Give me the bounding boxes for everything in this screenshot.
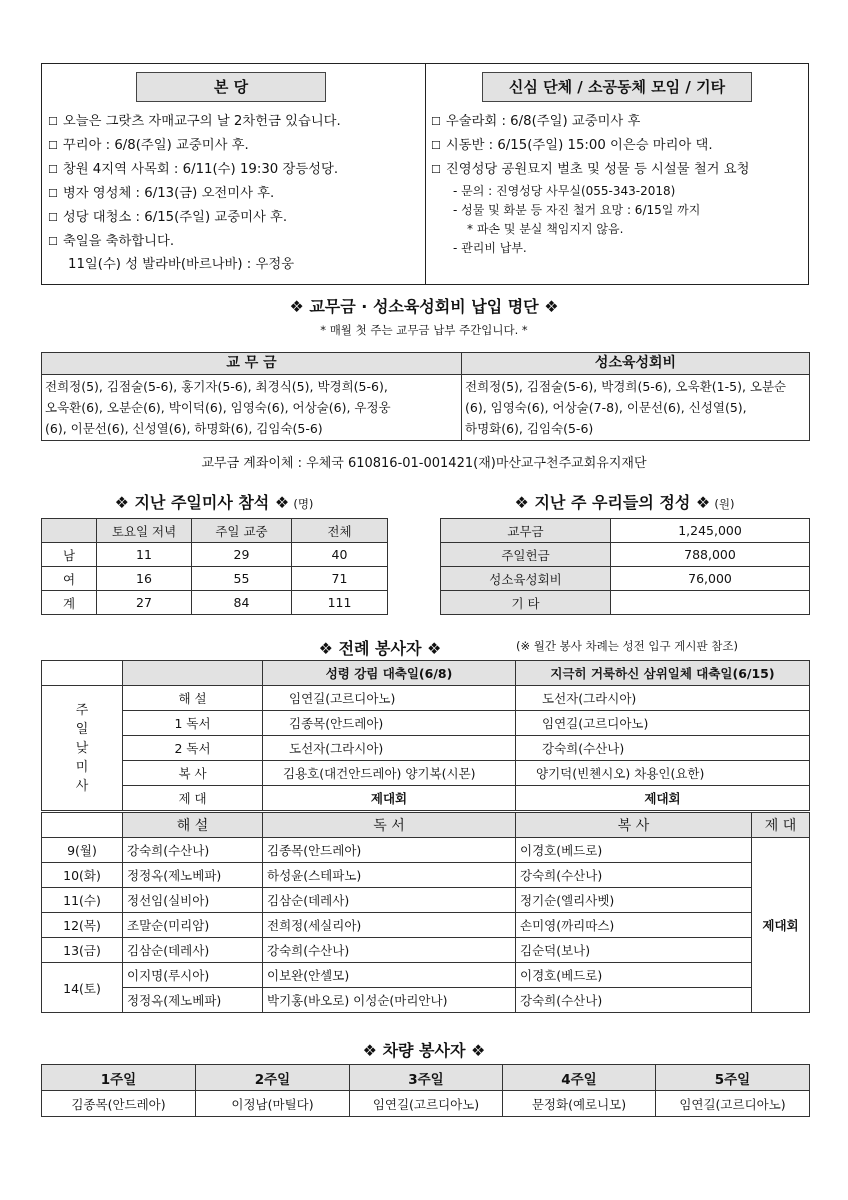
table-row [441,591,810,615]
cell: 강숙희(수산나) [516,736,810,761]
table-row [441,567,810,591]
column-header: 주일 교중 [192,519,292,543]
parish-header: 본 당 [136,72,326,102]
weekday-liturgy-table [41,812,810,1013]
table-row [42,913,810,938]
cell: 조말순(미리암) [123,913,263,938]
list-item: ☐ 축일을 축하합니다. [48,234,175,249]
dues-col-header: 교 무 금 [42,353,462,375]
cell: 임연길(고르디아노) [263,686,516,711]
day-label: 10(화) [42,863,123,888]
offering-table [440,518,810,615]
sunday-label-char: 사 [75,778,89,794]
checkbox-icon: ☐ [48,211,58,224]
list-item: ☐ 진영성당 공원묘지 벌초 및 성물 등 시설물 철거 요청 [431,162,750,177]
attendance-title-row [41,490,387,513]
sunday-label-char: 낮 [75,740,89,756]
table-row [42,988,810,1013]
liturgy-title: ❖ 전례 봉사자 ❖ [318,639,442,658]
checkbox-icon: ☐ [48,187,58,200]
cell: 김순덕(보나) [516,938,752,963]
cell: 71 [292,567,388,591]
cell: 29 [192,543,292,567]
cell: 제대회 [263,786,516,811]
list-item: ☐ 병자 영성체 : 6/13(금) 오전미사 후. [48,186,275,201]
row-label: 주일헌금 [441,543,611,567]
cell: 문정화(예로니모) [503,1091,656,1117]
column-header: 토요일 저녁 [97,519,192,543]
dues-note: * 매월 첫 주는 교무금 납부 주간입니다. * [320,323,528,337]
dues-names-cell [42,375,462,441]
column-header: 복 사 [516,813,752,838]
cell: 정정옥(제노베파) [123,863,263,888]
sunday-liturgy-table [41,660,810,811]
cell: 전희정(세실리아) [263,913,516,938]
cell: 이지명(루시아) [123,963,263,988]
parish-announcements [48,110,420,276]
vocation-names-line: 하명화(6), 김임숙(5-6) [465,421,594,436]
table-row [42,1091,810,1117]
column-header: 지극히 거룩하신 삼위일체 대축일(6/15) [516,661,810,686]
table-row [42,963,810,988]
checkbox-icon: ☐ [48,235,58,248]
cell: 강숙희(수산나) [123,838,263,863]
blank-cell [42,813,123,838]
list-item: ☐ 우술라회 : 6/8(주일) 교중미사 후 [431,114,641,129]
group-announcements [431,110,805,258]
table-row [42,543,388,567]
list-item: ☐ 창원 4지역 사목회 : 6/11(수) 19:30 장등성당. [48,162,339,177]
row-label: 계 [42,591,97,615]
week-header: 3주일 [350,1065,503,1091]
offering-title: ❖ 지난 주 우리들의 정성 ❖ [514,493,711,512]
feast-line: 11일(수) 성 발라바(바르나바) : 우정웅 [68,257,295,272]
week-header: 2주일 [196,1065,350,1091]
attendance-title: ❖ 지난 주일미사 참석 ❖ [114,493,290,512]
role-label: 해 설 [123,686,263,711]
cell: 강숙희(수산나) [516,988,752,1013]
role-label: 2 독서 [123,736,263,761]
column-header: 제 대 [752,813,810,838]
altar-cell: 제대회 [752,838,810,1013]
liturgy-note: (※ 월간 봉사 차례는 성전 입구 게시판 참조) [516,639,738,653]
table-row [42,863,810,888]
cell: 임연길(고르디아노) [350,1091,503,1117]
vocation-names-line: (6), 임영숙(6), 어상술(7-8), 이문선(6), 신성열(5), [465,400,747,415]
sunday-label-char: 일 [75,721,89,737]
day-label: 11(수) [42,888,123,913]
week-header: 5주일 [656,1065,810,1091]
vocation-col-header: 성소육성회비 [462,353,810,375]
cell: 정기순(엘리사벳) [516,888,752,913]
day-label: 9(월) [42,838,123,863]
cell: 김삼순(데레사) [123,938,263,963]
checkbox-icon: ☐ [431,163,441,176]
column-header: 성령 강림 대축일(6/8) [263,661,516,686]
cell: 박기홍(바오로) 이성순(마리안나) [263,988,516,1013]
cell: 이정남(마틸다) [196,1091,350,1117]
day-label: 13(금) [42,938,123,963]
column-header: 해 설 [123,813,263,838]
table-row [42,888,810,913]
dues-table [41,352,810,441]
cell: 27 [97,591,192,615]
cell: 11 [97,543,192,567]
sub-item: * 파손 및 분실 책임지지 않음. [467,222,624,236]
cell: 16 [97,567,192,591]
sub-item: - 성물 및 화분 등 자진 철거 요망 : 6/15일 까지 [453,203,701,217]
groups-header: 신심 단체 / 소공동체 모임 / 기타 [482,72,752,102]
dues-names-line: 오욱환(6), 오분순(6), 박이덕(6), 임영숙(6), 어상술(6), 우정웅 [45,400,391,415]
panel-divider [425,63,426,285]
checkbox-icon: ☐ [431,115,441,128]
cell: 임연길(고르디아노) [516,711,810,736]
cell: 이보완(안셀모) [263,963,516,988]
cell: 이경호(베드로) [516,963,752,988]
day-label: 14(토) [42,963,123,1013]
sunday-label-char: 미 [75,759,89,775]
table-row [441,519,810,543]
vocation-names-cell [462,375,810,441]
cell: 손미영(까리따스) [516,913,752,938]
cell: 111 [292,591,388,615]
attendance-unit: (명) [293,497,314,511]
offering-title-row [440,490,809,513]
cell: 하성윤(스테파노) [263,863,516,888]
vehicle-table [41,1064,810,1117]
table-row [42,591,388,615]
role-label: 제 대 [123,786,263,811]
cell: 정선임(실비아) [123,888,263,913]
list-item: ☐ 시동반 : 6/15(주일) 15:00 이은승 마리아 댁. [431,138,713,153]
role-label: 1 독서 [123,711,263,736]
row-label: 여 [42,567,97,591]
cell: 김종목(안드레아) [263,711,516,736]
cell [611,591,810,615]
cell: 강숙희(수산나) [516,863,752,888]
dues-names-line: (6), 이문선(6), 신성열(6), 하명화(6), 김임숙(5-6) [45,421,323,436]
dues-title: ❖ 교무금 · 성소육성회비 납입 명단 ❖ [289,297,559,316]
row-label: 교무금 [441,519,611,543]
cell: 84 [192,591,292,615]
cell: 이경호(베드로) [516,838,752,863]
cell: 임연길(고르디아노) [656,1091,810,1117]
vocation-names-line: 전희정(5), 김점술(5-6), 박경희(5-6), 오욱환(1-5), 오분순 [465,379,787,394]
blank-cell [42,661,123,686]
offering-unit: (원) [714,497,735,511]
cell: 강숙희(수산나) [263,938,516,963]
checkbox-icon: ☐ [48,115,58,128]
sunday-mass-label [42,686,123,811]
cell: 788,000 [611,543,810,567]
list-item: ☐ 오늘은 그랏츠 자매교구의 날 2차헌금 있습니다. [48,114,341,129]
sunday-label-char: 주 [75,702,89,718]
attendance-table [41,518,388,615]
table-row [441,543,810,567]
cell: 제대회 [516,786,810,811]
cell: 1,245,000 [611,519,810,543]
account-info: 교무금 계좌이체 : 우체국 610816-01-001421(재)마산교구천주교회유지재단 [201,456,647,471]
cell: 정정옥(제노베파) [123,988,263,1013]
checkbox-icon: ☐ [48,163,58,176]
column-header: 독 서 [263,813,516,838]
list-item: ☐ 성당 대청소 : 6/15(주일) 교중미사 후. [48,210,288,225]
day-label: 12(목) [42,913,123,938]
cell: 김용호(대건안드레아) 양기복(시몬) [263,761,516,786]
cell: 김삼순(데레사) [263,888,516,913]
cell: 양기덕(빈첸시오) 차용인(요한) [516,761,810,786]
table-row [42,838,810,863]
cell: 김종목(안드레아) [263,838,516,863]
table-row [42,938,810,963]
role-label: 복 사 [123,761,263,786]
cell: 76,000 [611,567,810,591]
cell: 55 [192,567,292,591]
cell: 도선자(그라시아) [516,686,810,711]
sub-item: - 관리비 납부. [453,241,527,255]
week-header: 1주일 [42,1065,196,1091]
cell: 도선자(그라시아) [263,736,516,761]
vehicle-title: ❖ 차량 봉사자 ❖ [362,1041,486,1060]
dues-names-line: 전희정(5), 김점술(5-6), 홍기자(5-6), 최경식(5), 박경희(5-6), [45,379,388,394]
column-header: 전체 [292,519,388,543]
table-row [42,567,388,591]
list-item: ☐ 꾸리아 : 6/8(주일) 교중미사 후. [48,138,249,153]
blank-cell [123,661,263,686]
sub-item: - 문의 : 진영성당 사무실(055-343-2018) [453,184,676,198]
row-label: 기 타 [441,591,611,615]
cell: 40 [292,543,388,567]
week-header: 4주일 [503,1065,656,1091]
checkbox-icon: ☐ [48,139,58,152]
cell: 김종목(안드레아) [42,1091,196,1117]
blank-cell [42,519,97,543]
row-label: 남 [42,543,97,567]
row-label: 성소육성회비 [441,567,611,591]
checkbox-icon: ☐ [431,139,441,152]
